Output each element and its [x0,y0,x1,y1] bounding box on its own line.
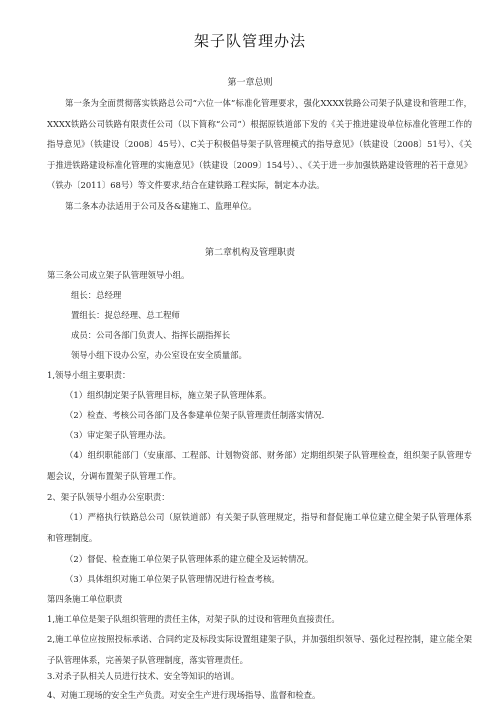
duty2-heading: 2、架子队领导小组办公室职责： [47,492,170,502]
group-vice-leader: 置组长：捉总经理、总工程师 [71,310,180,320]
duty2-item-2: （2）督促、检查施工单位架子队管理体系的建立健全及运转情况。 [65,554,314,564]
article-3: 第三条公司成立架子队管理领导小组。 [47,270,190,280]
duty1-item-2: （2）检查、考核公司各部门及各参建单位架子队管理责任制落实情况. [65,410,325,420]
contractor-duty-3: 3.对杀子队相关人员进行技术、安全等知识的培训。 [47,671,240,681]
article-1: 第一条为全面贯彻落实铁路总公司“六位一体”标准化管理要求，强化XXXX铁路公司架子队建设和管理工作，XXXX铁路公司铁路有限责任公司（以下简称“公司”）根据原铁道部下发的《关于推进建设单位标准化管理工作的指导意见》（铁建设〔2008〕45号）、C关于积极倡导架子队管理模式的指导意见》（铁建设〔2008〕51号）、《关于推进铁路建设标准化管理的实施意见》（铁建设〔2009〕154号）、、《关于进一步加强铁路建设管理的若干意见》（铁办〔2011〕68号）等文件要求,结合在建铁路工程实际，制定本办法。 [47,98,472,190]
chapter-1-heading: 第一章总则 [227,78,273,88]
contractor-duty-1: 1,施工单位是架子队组织管理的责任主体，对架子队的过设和管理负直接责任。 [47,614,340,624]
contractor-duty-2: 2,施工单位应按照投标承诺、合同约定及标段实际设置组建架子队，并加强组织领导、强化过程控制，建立能全架子队管理体系，完善架子队管理制度，落实管理责任。 [47,634,472,665]
group-office: 领导小组下设办公室，办公室设在安全质量部。 [71,350,247,360]
document-title: 架子队管理办法 [193,32,306,50]
duty1-item-3: （3）审定架子队管理办法。 [65,430,171,440]
duty1-heading: 1,领导小组主要职责： [47,370,131,380]
duty1-item-4: （4）组织职能部门（安康部、工程部、计划物资部、财务部）定期组织架子队管理检查，组织架子队管理专题会议，分调布置架子队管理工作。 [47,450,472,481]
article-4: 第四条施工单位职责 [47,594,123,604]
group-members: 成员：公司各部门负责人、指挥长副指挥长 [71,330,231,340]
article-2: 第二条本办法适用于公司及各&建施工、监理单位。 [65,201,257,211]
duty2-item-1: （1）严格执行铁路总公司（原铁道部）有关架子队管理规定，指导和督促施工单位建立健全架子队管理体系和管理制度。 [47,512,472,543]
chapter-2-heading: 第二章机构及管理职责 [204,248,295,258]
contractor-duty-4: 4、对施工现场的安全生产负责。对安全生产进行现场指导、监督和检查。 [47,690,321,700]
duty2-item-3: （3）具体组织对施工单位架子队管理情况进行检查考核。 [65,574,280,584]
group-leader: 组长：总经理 [71,290,122,300]
duty1-item-1: （1）组织制定架子队管理目标，施立架子队管理体系。 [65,390,272,400]
